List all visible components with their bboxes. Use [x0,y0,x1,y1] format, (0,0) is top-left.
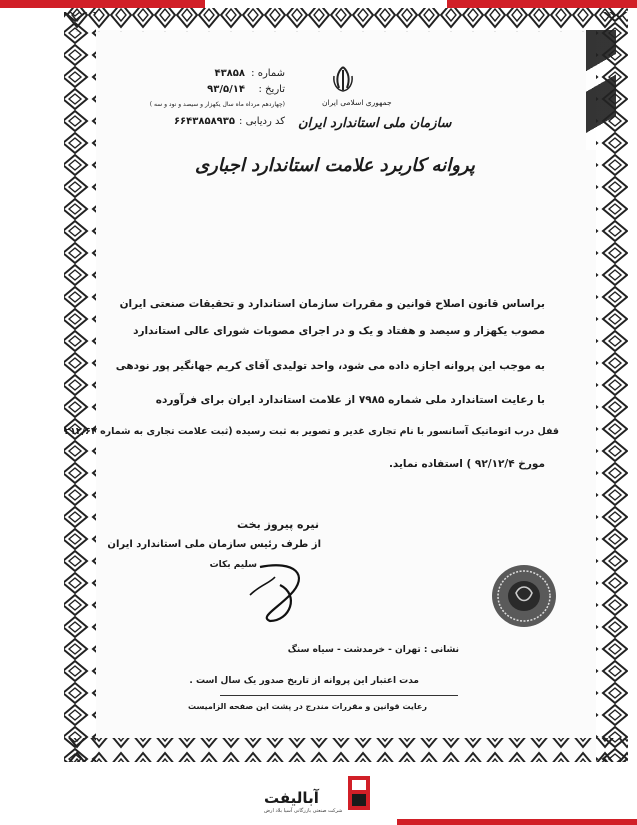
number-value: ۴۳۸۵۸ [214,68,245,79]
official-seal-stamp [490,563,558,629]
iran-emblem-icon [328,64,358,94]
address-line: نشانی : تهران - خرمدشت - سیاه سنگ [287,645,459,655]
logo-name: آبالیفت [264,789,319,807]
footer-divider [220,695,458,696]
number-label: شماره : [251,68,285,79]
signatory-title: از طرف رئیس سازمان ملی استاندارد ایران [107,539,321,550]
body-line-3: به موجب این پروانه اجازه داده می شود، واحد تولیدی آقای کریم جهانگیر پور نودهی [115,360,545,372]
organization-name: سازمان ملی استاندارد ایران [298,116,452,131]
body-line-6: مورخ ۹۲/۱۲/۴ ) استفاده نماید. [388,458,545,470]
tracking-label: کد ردیابی : [239,116,285,127]
date-value: ۹۳/۵/۱۴ [207,84,245,95]
certificate-title: پروانه کاربرد علامت استاندارد اجباری [195,155,475,176]
country-name: جمهوری اسلامی ایران [322,98,392,107]
logo-tagline: شرکت صنعتی بازرگانی آسیا بلاد ارض [264,808,343,814]
tracking-value: ۶۶۴۳۸۵۸۹۳۵ [173,116,235,127]
body-line-1: براساس قانون اصلاح قوانین و مقررات سازمان استاندارد و تحقیقات صنعتی ایران [119,298,545,310]
date-written: (چهاردهم مرداه ماه سال یکهزار و سیصد و نود و سه ) [149,101,285,108]
validity-line: مدت اعتبار این پروانه از تاریخ صدور یک سال است . [189,676,419,686]
signatory-note: سلیم بکات [209,560,257,570]
handwritten-signature [240,555,330,625]
date-label: تاریخ : [258,84,285,95]
body-line-5: قفل درب اتوماتیک آسانسور با نام تجاری غدیر و تصویر به ثبت رسیده (ثبت علامت تجاری به شماره ۲۱۲/۶۳ [64,426,559,437]
signatory-name: نیره پیروز بخت [237,518,319,531]
body-line-4: با رعایت استاندارد ملی شماره ۷۹۸۵ از علامت استاندارد ایران برای فرآورده [155,394,545,406]
body-line-2: مصوب یکهزار و سیصد و هفتاد و یک و در اجرای مصوبات شورای عالی استاندارد [133,325,545,337]
compliance-line: رعایت قوانین و مقررات مندرج در پشت این صفحه الزامیست [187,702,427,711]
